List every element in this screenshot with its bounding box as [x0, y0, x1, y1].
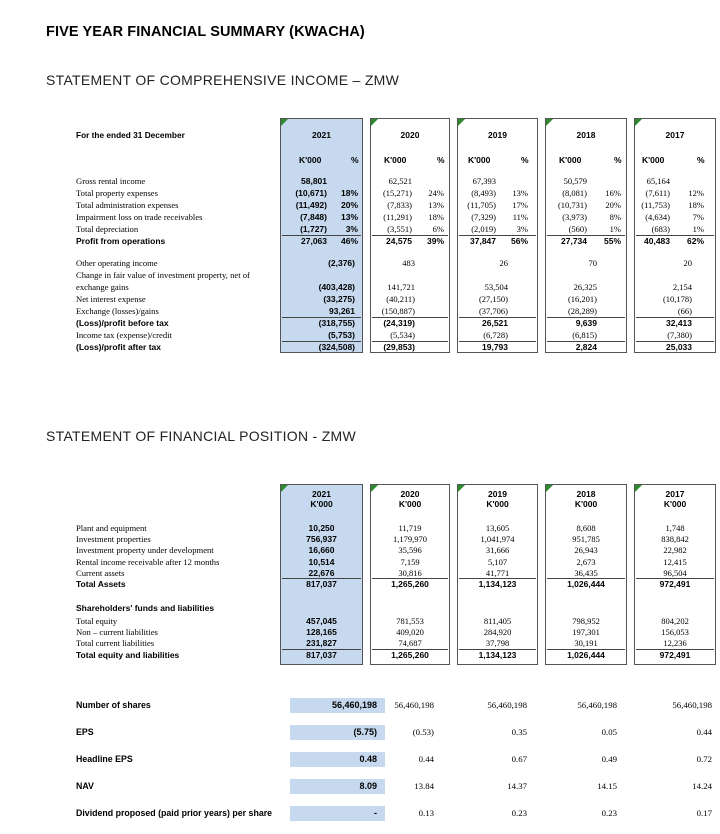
value-cell: 2,673 — [576, 556, 596, 567]
value-cell: 1,026,444 — [567, 649, 605, 660]
row-label: Total Assets — [76, 579, 126, 589]
value-cell: 13,605 — [485, 523, 510, 533]
value-cell: 25,033 — [666, 342, 692, 352]
pct-cell: 18% — [340, 188, 358, 198]
value-cell: (11,705) — [467, 200, 496, 210]
value-cell: 70 — [588, 258, 597, 268]
pct-cell: 24% — [428, 188, 444, 198]
value-cell: 483 — [402, 258, 415, 268]
value-cell: 35,596 — [398, 545, 422, 556]
value-cell: 1,134,123 — [478, 579, 517, 589]
value-cell: 12,415 — [663, 556, 687, 567]
value-cell: 972,491 — [659, 649, 691, 660]
row-label: Total depreciation — [76, 224, 139, 234]
value-cell: 798,952 — [572, 616, 600, 626]
row-label: Impairment loss on trade receivables — [76, 212, 203, 222]
period-label: For the ended 31 December — [76, 130, 185, 140]
per-share-value: 56,460,198 — [672, 700, 712, 710]
value-cell: 12,236 — [663, 638, 687, 649]
value-cell: 26 — [499, 258, 508, 268]
pct-cell: 16% — [605, 188, 621, 198]
pct-header: % — [521, 155, 529, 165]
value-cell: 50,579 — [563, 176, 587, 186]
value-cell: (3,551) — [387, 224, 412, 234]
row-label: Change in fair value of investment property, net of — [76, 270, 250, 280]
value-cell: (27,150) — [478, 294, 508, 304]
per-share-value: 0.72 — [696, 754, 712, 764]
per-share-value: 56,460,198 — [487, 700, 527, 710]
value-cell: 8,608 — [576, 523, 596, 533]
row-label: Current assets — [76, 567, 125, 578]
value-cell: (5,753) — [328, 330, 355, 340]
value-cell: 19,793 — [482, 342, 508, 352]
unit-header: K'000 — [663, 499, 687, 509]
year-header: 2017 — [665, 130, 685, 140]
value-cell: (5,534) — [390, 330, 415, 340]
value-cell: (1,727) — [300, 224, 327, 234]
row-label: Gross rental income — [76, 176, 146, 186]
value-cell: 62,521 — [388, 176, 412, 186]
per-share-value: 0.49 — [601, 754, 617, 764]
corner-marker — [458, 119, 465, 126]
year-header: 2018 — [576, 489, 596, 499]
value-cell: (8,493) — [471, 188, 496, 198]
value-cell: (8,081) — [562, 188, 587, 198]
value-cell: 5,107 — [487, 556, 508, 567]
value-cell: 58,801 — [301, 176, 327, 186]
year-header: 2021 — [312, 489, 331, 499]
per-share-value: 0.67 — [511, 754, 527, 764]
pct-cell: 17% — [512, 200, 528, 210]
value-cell: (7,611) — [645, 188, 670, 198]
value-cell: (11,753) — [641, 200, 670, 210]
pct-cell: 3% — [516, 224, 528, 234]
value-cell: 838,842 — [661, 534, 689, 545]
value-cell: 1,041,974 — [480, 534, 515, 545]
year-header: 2020 — [400, 489, 420, 499]
year-header: 2017 — [665, 489, 685, 499]
position-section-title: STATEMENT OF FINANCIAL POSITION - ZMW — [46, 428, 357, 444]
value-cell: 756,937 — [306, 534, 337, 545]
row-label: Total property expenses — [76, 188, 158, 198]
per-share-value: 56,460,198 — [577, 700, 617, 710]
per-share-label: Number of shares — [76, 700, 151, 710]
value-cell: 67,393 — [472, 176, 496, 186]
value-cell: 409,020 — [396, 627, 424, 638]
value-cell: 197,301 — [572, 627, 600, 638]
value-cell: (150,887) — [381, 306, 415, 316]
value-cell: 804,202 — [661, 616, 689, 626]
value-cell: 26,521 — [482, 318, 508, 328]
per-share-2021-value: 8.09 — [290, 779, 385, 794]
page-title: FIVE YEAR FINANCIAL SUMMARY (KWACHA) — [46, 24, 365, 40]
row-label: Total current liabilities — [76, 638, 155, 649]
per-share-value: 0.05 — [601, 727, 617, 737]
value-cell: 36,435 — [574, 567, 598, 578]
value-cell: 74,687 — [398, 638, 422, 649]
per-share-2021-value: 0.48 — [290, 752, 385, 767]
value-cell: (15,271) — [382, 188, 412, 198]
value-cell: (33,275) — [323, 294, 355, 304]
per-share-value: 0.13 — [418, 808, 434, 818]
value-cell: (16,201) — [567, 294, 597, 304]
per-share-value: (0.53) — [412, 727, 434, 737]
value-cell: 16,660 — [308, 545, 335, 556]
pct-cell: 8% — [609, 212, 621, 222]
value-cell: 41,771 — [485, 567, 510, 578]
value-cell: (403,428) — [318, 282, 355, 292]
equity-heading: Shareholders' funds and liabilities — [76, 603, 215, 613]
value-cell: 65,164 — [646, 176, 670, 186]
value-cell: 22,982 — [663, 545, 687, 556]
row-label: Other operating income — [76, 258, 158, 268]
per-share-value: 0.44 — [696, 727, 712, 737]
year-header: 2020 — [400, 130, 420, 140]
value-cell: 951,785 — [572, 534, 600, 545]
value-cell: (37,706) — [478, 306, 508, 316]
row-label: Income tax (expense)/credit — [76, 330, 172, 340]
pct-cell: 20% — [605, 200, 621, 210]
pct-cell: 1% — [692, 224, 704, 234]
row-label: Profit from operations — [76, 236, 166, 246]
value-cell: (11,492) — [295, 200, 327, 210]
pct-cell: 1% — [609, 224, 621, 234]
unit-header: K'000 — [299, 155, 322, 165]
year-header: 2018 — [576, 130, 596, 140]
value-cell: (7,380) — [667, 330, 692, 340]
value-cell: 128,165 — [306, 627, 337, 638]
value-cell: 972,491 — [659, 579, 691, 589]
unit-header: K'000 — [468, 155, 491, 165]
value-cell: 32,413 — [666, 318, 692, 328]
unit-header: K'000 — [486, 499, 509, 509]
pct-cell: 11% — [512, 212, 528, 222]
value-cell: 1,134,123 — [478, 649, 517, 660]
per-share-value: 56,460,198 — [394, 700, 434, 710]
row-label: Rental income receivable after 12 months — [76, 556, 220, 567]
value-cell: 53,504 — [484, 282, 508, 292]
row-label: Total equity — [76, 616, 118, 626]
row-label: Investment properties — [76, 534, 151, 545]
value-cell: (11,291) — [383, 212, 412, 222]
unit-header: K'000 — [310, 499, 333, 509]
value-cell: 284,920 — [483, 627, 512, 638]
per-share-value: 0.35 — [511, 727, 527, 737]
pct-cell: 12% — [688, 188, 704, 198]
value-cell: (6,728) — [483, 330, 508, 340]
row-label: Non – current liabilities — [76, 627, 158, 638]
value-cell: 31,666 — [485, 545, 510, 556]
value-cell: 27,734 — [561, 236, 587, 246]
per-share-label: Headline EPS — [76, 754, 133, 764]
value-cell: (40,211) — [386, 294, 415, 304]
row-label: Total administration expenses — [76, 200, 179, 210]
value-cell: 27,063 — [301, 236, 327, 246]
value-cell: 22,676 — [308, 567, 335, 578]
pct-header: % — [697, 155, 705, 165]
pct-cell: 20% — [340, 200, 358, 210]
unit-header: K'000 — [574, 499, 598, 509]
value-cell: 24,575 — [386, 236, 412, 246]
pct-cell: 39% — [426, 236, 444, 246]
per-share-2021-value: 56,460,198 — [290, 698, 385, 713]
year-header: 2019 — [488, 130, 507, 140]
value-cell: 96,504 — [663, 567, 687, 578]
value-cell: 1,179,970 — [393, 534, 427, 545]
value-cell: (324,508) — [318, 342, 355, 352]
value-cell: 30,816 — [398, 567, 422, 578]
per-share-value: 14.15 — [597, 781, 617, 791]
year-header: 2021 — [312, 130, 331, 140]
pct-header: % — [437, 155, 445, 165]
value-cell: 10,250 — [308, 523, 335, 533]
row-label: (Loss)/profit after tax — [76, 342, 162, 352]
year-header: 2019 — [488, 489, 507, 499]
corner-marker — [546, 119, 553, 126]
value-cell: 40,483 — [644, 236, 670, 246]
corner-marker — [371, 119, 378, 126]
value-cell: (29,853) — [383, 342, 415, 352]
value-cell: 1,026,444 — [567, 579, 605, 589]
value-cell: 1,265,260 — [391, 649, 429, 660]
pct-cell: 62% — [686, 236, 704, 246]
value-cell: (7,329) — [471, 212, 496, 222]
value-cell: 26,325 — [573, 282, 597, 292]
value-cell: 817,037 — [306, 649, 337, 660]
value-cell: 1,748 — [665, 523, 685, 533]
value-cell: (683) — [651, 224, 670, 234]
value-cell: (66) — [677, 306, 692, 316]
corner-marker — [281, 119, 288, 126]
value-cell: 141,721 — [387, 282, 415, 292]
value-cell: (318,755) — [318, 318, 355, 328]
value-cell: 2,824 — [575, 342, 597, 352]
value-cell: 457,045 — [306, 616, 337, 626]
pct-cell: 7% — [692, 212, 704, 222]
pct-cell: 46% — [340, 236, 358, 246]
value-cell: 20 — [683, 258, 692, 268]
per-share-label: NAV — [76, 781, 94, 791]
value-cell: 11,719 — [398, 523, 422, 533]
corner-marker — [635, 119, 642, 126]
value-cell: (10,178) — [662, 294, 692, 304]
pct-cell: 13% — [512, 188, 528, 198]
value-cell: (3,973) — [562, 212, 587, 222]
income-section-title: STATEMENT OF COMPREHENSIVE INCOME – ZMW — [46, 72, 400, 88]
value-cell: (2,376) — [328, 258, 355, 268]
value-cell: (28,289) — [567, 306, 597, 316]
value-cell: 231,827 — [306, 638, 337, 649]
per-share-value: 13.84 — [414, 781, 434, 791]
per-share-label: Dividend proposed (paid prior years) per share — [76, 808, 273, 818]
pct-cell: 18% — [688, 200, 704, 210]
unit-header: K'000 — [398, 499, 422, 509]
pct-header: % — [351, 155, 359, 165]
value-cell: 7,159 — [400, 556, 420, 567]
value-cell: 2,154 — [672, 282, 692, 292]
value-cell: 37,798 — [485, 638, 510, 649]
value-cell: 811,405 — [483, 616, 512, 626]
per-share-value: 0.23 — [601, 808, 617, 818]
value-cell: 1,265,260 — [391, 579, 429, 589]
value-cell: (2,019) — [471, 224, 496, 234]
unit-header: K'000 — [559, 155, 582, 165]
value-cell: 9,639 — [575, 318, 597, 328]
value-cell: 26,943 — [574, 545, 598, 556]
value-cell: (7,848) — [300, 212, 327, 222]
pct-cell: 18% — [428, 212, 444, 222]
value-cell: (6,815) — [572, 330, 597, 340]
per-share-2021-value: - — [290, 806, 385, 821]
per-share-value: 0.17 — [696, 808, 712, 818]
row-label-cont: exchange gains — [76, 282, 129, 292]
per-share-2021-value: (5.75) — [290, 725, 385, 740]
value-cell: 781,553 — [396, 616, 424, 626]
value-cell: 93,261 — [329, 306, 355, 316]
value-cell: (7,833) — [387, 200, 412, 210]
row-label: Total equity and liabilities — [76, 649, 180, 660]
value-cell: (10,671) — [295, 188, 327, 198]
row-label: Plant and equipment — [76, 523, 147, 533]
value-cell: 10,514 — [308, 556, 335, 567]
row-label: Net interest expense — [76, 294, 146, 304]
per-share-value: 0.44 — [418, 754, 434, 764]
value-cell: (24,319) — [383, 318, 415, 328]
row-label: Investment property under development — [76, 545, 214, 556]
unit-header: K'000 — [384, 155, 407, 165]
unit-header: K'000 — [642, 155, 665, 165]
pct-cell: 55% — [603, 236, 621, 246]
value-cell: (560) — [568, 224, 587, 234]
value-cell: 817,037 — [306, 579, 337, 589]
value-cell: (4,634) — [645, 212, 670, 222]
row-label: (Loss)/profit before tax — [76, 318, 169, 328]
pct-cell: 56% — [510, 236, 528, 246]
per-share-value: 14.37 — [507, 781, 527, 791]
per-share-value: 14.24 — [692, 781, 712, 791]
row-label: Exchange (losses)/gains — [76, 306, 159, 316]
pct-cell: 3% — [345, 224, 358, 234]
value-cell: 37,847 — [470, 236, 496, 246]
value-cell: (10,731) — [557, 200, 587, 210]
pct-cell: 13% — [428, 200, 444, 210]
value-cell: 156,053 — [661, 627, 689, 638]
pct-cell: 13% — [340, 212, 358, 222]
pct-header: % — [614, 155, 622, 165]
per-share-value: 0.23 — [511, 808, 527, 818]
value-cell: 30,191 — [574, 638, 598, 649]
pct-cell: 6% — [432, 224, 444, 234]
per-share-label: EPS — [76, 727, 94, 737]
